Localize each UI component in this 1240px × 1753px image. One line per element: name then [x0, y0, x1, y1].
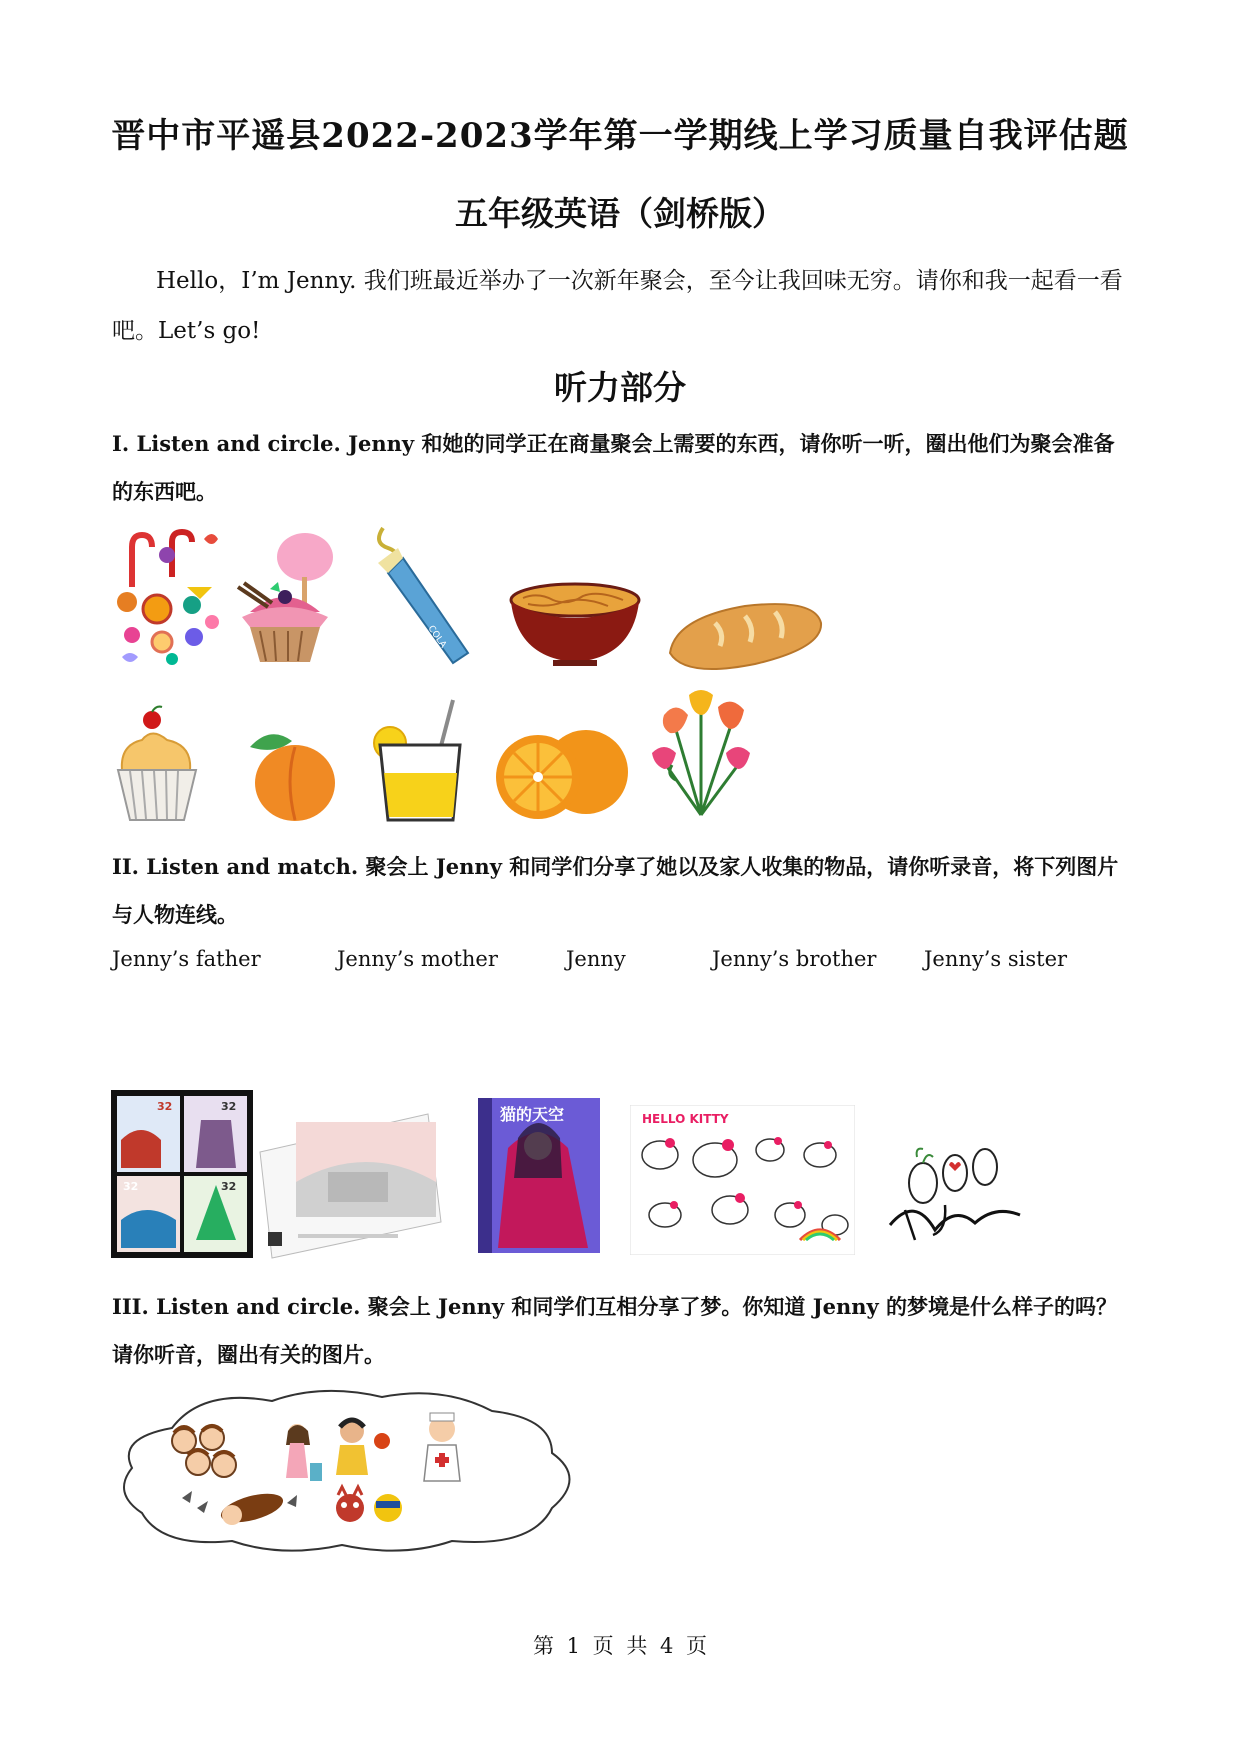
intro-paragraph: Hello，I’m Jenny. 我们班最近举办了一次新年聚会，至今让我回味无穷。请你和我一起看一看吧。Let’s go!	[112, 268, 1123, 344]
peach-picture[interactable]	[240, 725, 340, 825]
postcard-picture[interactable]	[258, 1112, 443, 1260]
question-3: III. Listen and circle. 聚会上 Jenny 和同学们互相分享了梦。你知道 Jenny 的梦境是什么样子的吗？请你听音，圈出有关的图片。	[112, 1294, 1118, 1367]
sticker-title: HELLO KITTY	[642, 1112, 729, 1126]
flowers-picture[interactable]	[646, 685, 756, 820]
stamp-value: 32	[157, 1100, 173, 1113]
book-title: 猫的天空	[500, 1105, 565, 1124]
stamp-value: 32	[123, 1180, 139, 1193]
stamp-value: 32	[221, 1180, 237, 1193]
section-title: 听力部分	[554, 368, 686, 407]
chocolate-picture[interactable]	[358, 518, 488, 668]
stamps-picture[interactable]	[111, 1090, 253, 1258]
dream-cloud	[112, 1383, 587, 1558]
svg-text:COLA: COLA	[425, 623, 448, 650]
person-mother[interactable]: Jenny’s mother	[337, 947, 498, 971]
person-jenny[interactable]: Jenny	[566, 947, 626, 971]
stickers-picture[interactable]	[630, 1105, 855, 1255]
person-sister[interactable]: Jenny’s sister	[924, 947, 1068, 971]
question-1: I. Listen and circle. Jenny 和她的同学正在商量聚会上需要的东西，请你听一听，圈出他们为聚会准备的东西吧。	[112, 431, 1115, 504]
person-father[interactable]: Jenny’s father	[112, 947, 261, 971]
cupcake-picture[interactable]	[112, 705, 202, 825]
page-title: 晋中市平遥县2022-2023学年第一学期线上学习质量自我评估题	[111, 116, 1129, 156]
orange-picture[interactable]	[486, 722, 631, 822]
bread-picture[interactable]	[665, 598, 825, 673]
book-picture[interactable]	[478, 1098, 600, 1253]
page-subtitle: 五年级英语（剑桥版）	[455, 194, 785, 233]
noodles-picture[interactable]	[508, 578, 643, 668]
candy-picture[interactable]	[112, 527, 227, 667]
question-2: II. Listen and match. 聚会上 Jenny 和同学们分享了她以及家人收集的物品，请你听录音，将下列图片与人物连线。	[112, 854, 1119, 927]
stamp-value: 32	[221, 1100, 237, 1113]
autograph-picture[interactable]	[885, 1135, 1025, 1245]
person-brother[interactable]: Jenny’s brother	[712, 947, 877, 971]
juice-picture[interactable]	[368, 695, 468, 825]
person-labels	[112, 947, 1112, 983]
cake-picture[interactable]	[230, 527, 345, 667]
page-footer: 第 1 页 共 4 页	[532, 1634, 708, 1658]
